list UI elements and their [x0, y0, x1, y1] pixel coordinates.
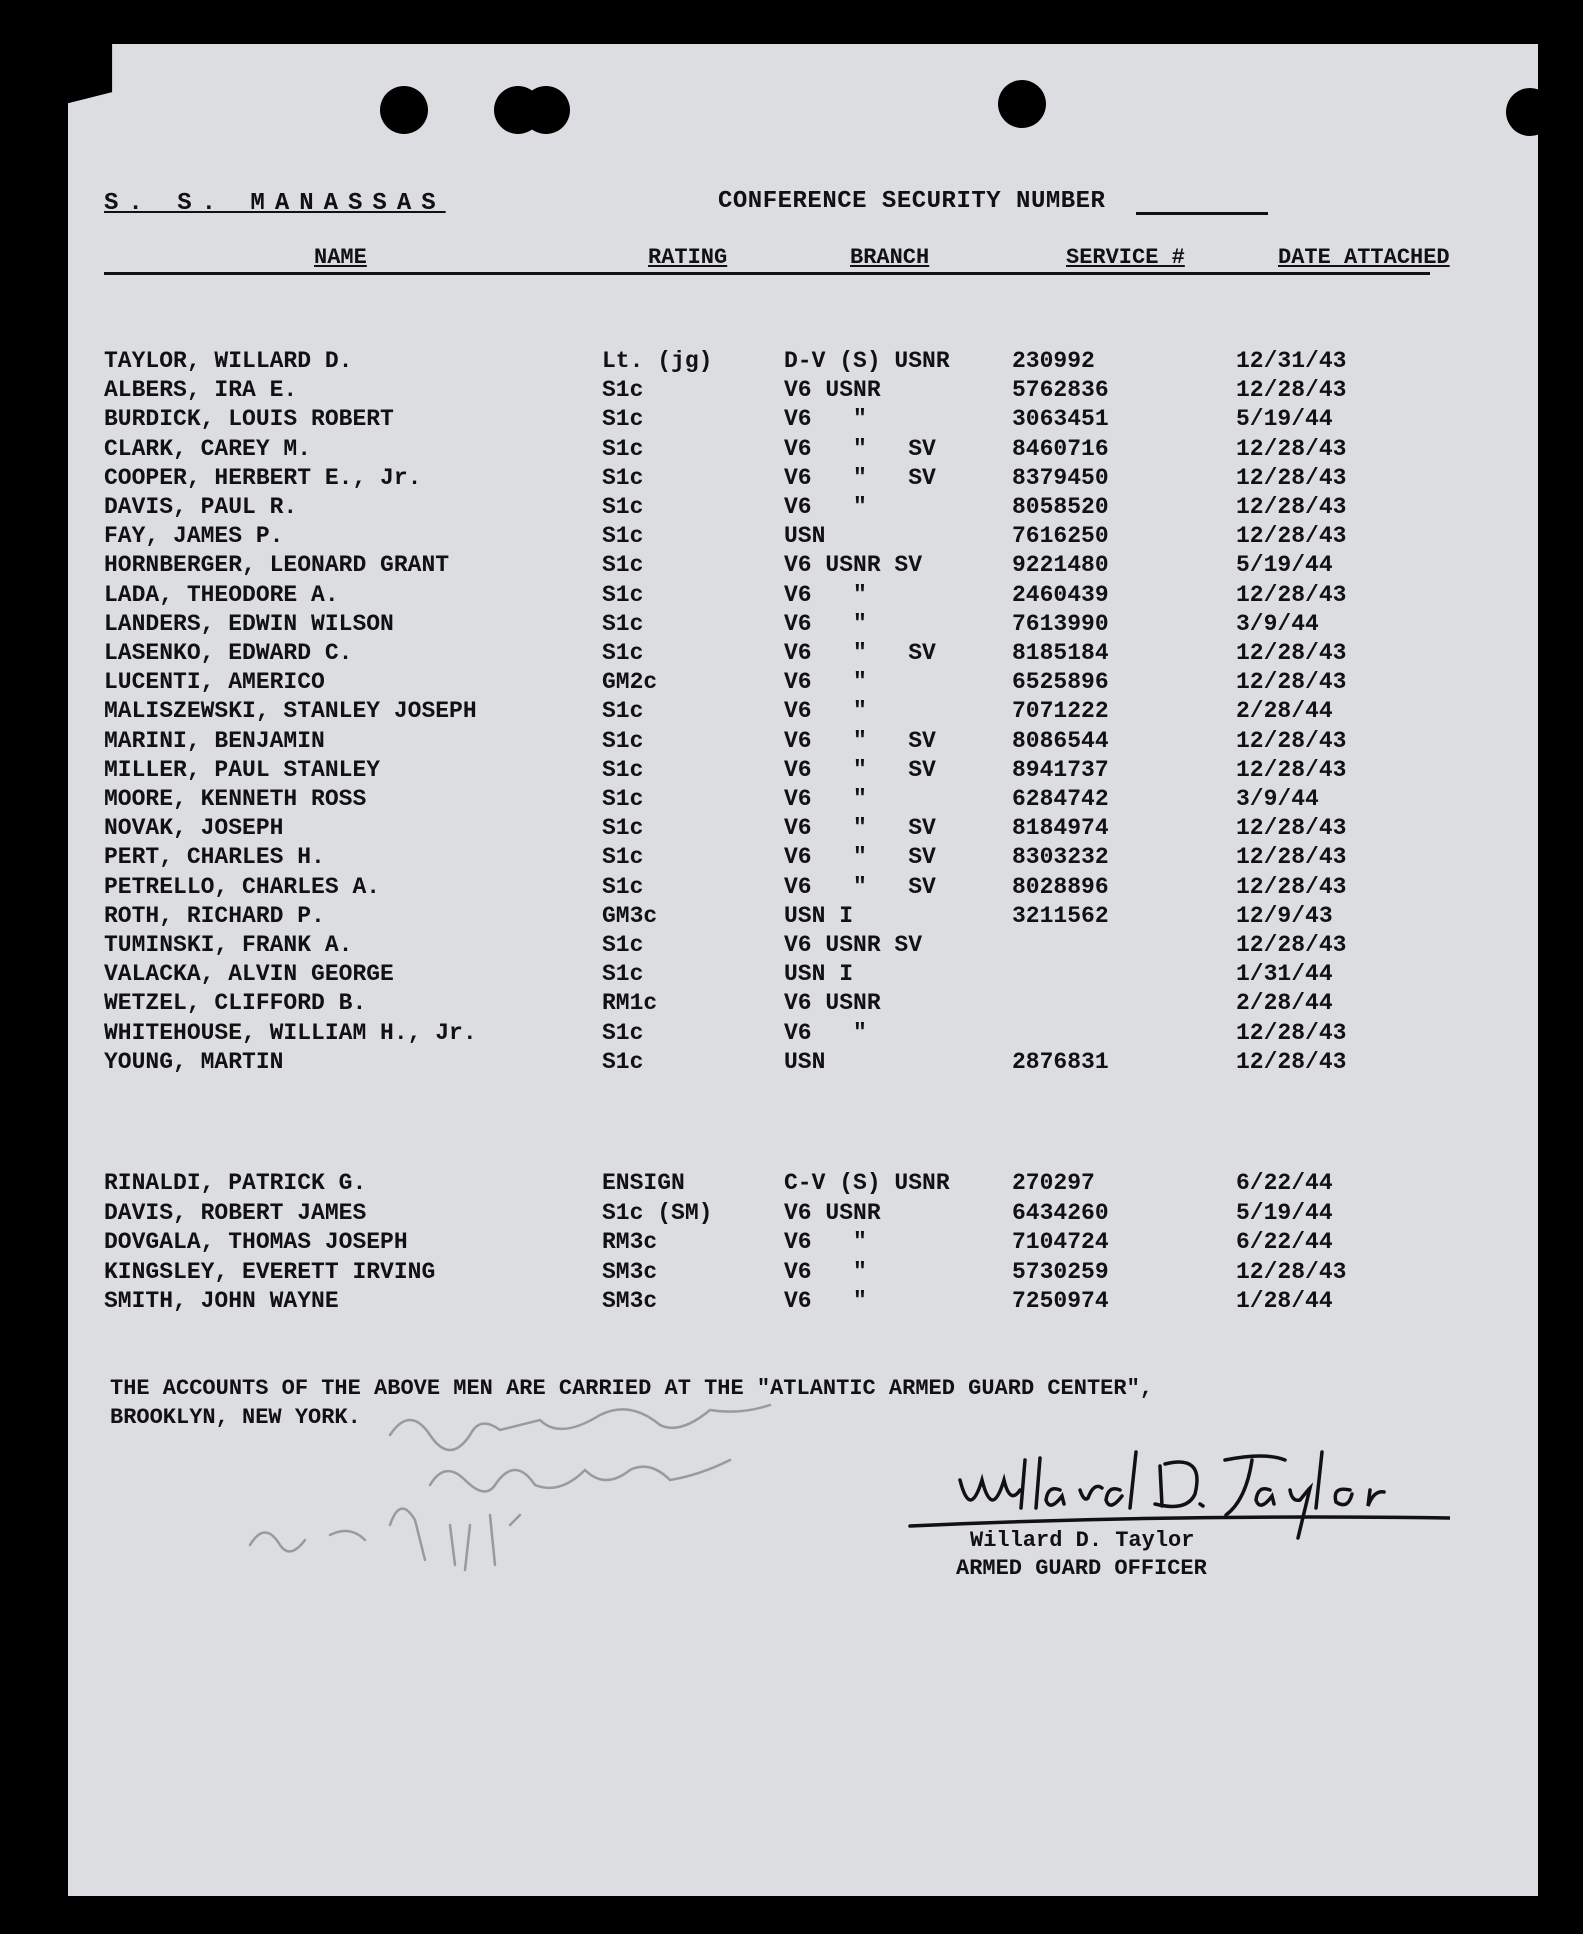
signatory-name: Willard D. Taylor [970, 1528, 1195, 1553]
cell-rating: S1c [602, 640, 644, 666]
cell-date: 2/28/44 [1236, 990, 1333, 1017]
cell-name: KINGSLEY, EVERETT IRVING [104, 1258, 436, 1285]
cell-branch: V6 USNR SV [784, 932, 923, 958]
cell-rating: S1c [602, 406, 644, 433]
cell-rating: SM3c [602, 1288, 658, 1315]
cell-name: WHITEHOUSE, WILLIAM H., Jr. [104, 1019, 477, 1046]
cell-name: DOVGALA, THOMAS JOSEPH [104, 1229, 408, 1256]
cell-branch: V6 " SV [784, 435, 936, 462]
cell-name: CLARK, CAREY M. [104, 435, 312, 462]
cell-branch: V6 " SV [784, 873, 936, 900]
cell-date: 12/28/43 [1236, 669, 1347, 696]
cell-date: 12/28/43 [1236, 581, 1347, 608]
cell-rating: S1c [602, 727, 644, 754]
cell-date: 12/28/43 [1236, 844, 1347, 871]
cell-date: 12/28/43 [1236, 523, 1347, 550]
cell-rating: GM2c [602, 669, 658, 696]
pencil-annotation [190, 1375, 910, 1595]
cell-service: 8379450 [1012, 464, 1109, 491]
cell-rating: S1c [602, 1019, 644, 1046]
cell-date: 1/28/44 [1236, 1288, 1333, 1315]
punch-hole [380, 86, 428, 134]
cell-service: 8460716 [1012, 435, 1109, 462]
cell-name: TUMINSKI, FRANK A. [104, 932, 353, 958]
cell-service: 2460439 [1012, 581, 1109, 608]
cell-date: 12/31/43 [1236, 348, 1347, 374]
cell-date: 12/28/43 [1236, 1048, 1347, 1075]
cell-date: 3/9/44 [1236, 786, 1319, 812]
cell-date: 12/9/43 [1236, 902, 1333, 929]
cell-branch: V6 USNR [784, 1199, 881, 1226]
cell-date: 12/28/43 [1236, 815, 1347, 842]
accounts-note-line1: THE ACCOUNTS OF THE ABOVE MEN ARE CARRIED AT THE "ATLANTIC ARMED GUARD CENTER", [110, 1376, 1153, 1401]
cell-service: 6284742 [1012, 786, 1109, 812]
cell-service: 5762836 [1012, 377, 1109, 404]
cell-branch: V6 " [784, 494, 867, 520]
cell-rating: S1c [602, 786, 644, 812]
cell-service: 8303232 [1012, 844, 1109, 871]
cell-name: HORNBERGER, LEONARD GRANT [104, 552, 450, 579]
cell-rating: RM3c [602, 1229, 658, 1256]
cell-name: COOPER, HERBERT E., Jr. [104, 464, 422, 491]
signatory-title: ARMED GUARD OFFICER [956, 1556, 1207, 1581]
csn-blank-line [1136, 212, 1268, 215]
cell-branch: V6 " [784, 406, 867, 433]
cell-date: 12/28/43 [1236, 435, 1347, 462]
punch-hole [522, 86, 570, 134]
header-rule [104, 272, 1430, 275]
cell-rating: S1c [602, 1048, 644, 1075]
cell-name: NOVAK, JOSEPH [104, 815, 284, 842]
cell-name: MALISZEWSKI, STANLEY JOSEPH [104, 698, 477, 725]
cell-branch: V6 " SV [784, 727, 936, 754]
cell-service: 8185184 [1012, 640, 1109, 666]
cell-branch: USN [784, 1048, 826, 1075]
cell-date: 5/19/44 [1236, 406, 1333, 433]
cell-date: 5/19/44 [1236, 1199, 1333, 1226]
cell-date: 12/28/43 [1236, 727, 1347, 754]
cell-name: YOUNG, MARTIN [104, 1048, 284, 1075]
cell-branch: V6 " SV [784, 464, 936, 491]
cell-date: 12/28/43 [1236, 1019, 1347, 1046]
cell-rating: S1c [602, 377, 644, 404]
cell-branch: V6 " SV [784, 815, 936, 842]
cell-service: 7616250 [1012, 523, 1109, 550]
cell-rating: S1c [602, 961, 644, 988]
cell-name: LADA, THEODORE A. [104, 581, 339, 608]
cell-rating: S1c [602, 435, 644, 462]
cell-branch: USN I [784, 902, 854, 929]
cell-branch: V6 " SV [784, 756, 936, 783]
column-header-date: DATE ATTACHED [1278, 245, 1450, 270]
cell-branch: D-V (S) USNR [784, 348, 950, 374]
cell-date: 12/28/43 [1236, 640, 1347, 666]
cell-name: WETZEL, CLIFFORD B. [104, 990, 367, 1017]
punch-hole [998, 80, 1046, 128]
cell-name: FAY, JAMES P. [104, 523, 284, 550]
cell-branch: V6 " [784, 698, 867, 725]
cell-date: 2/28/44 [1236, 698, 1333, 725]
cell-name: MARINI, BENJAMIN [104, 727, 325, 754]
cell-service: 2876831 [1012, 1048, 1109, 1075]
cell-date: 12/28/43 [1236, 756, 1347, 783]
cell-rating: Lt. (jg) [602, 348, 713, 374]
cell-service: 7104724 [1012, 1229, 1109, 1256]
cell-rating: S1c [602, 873, 644, 900]
cell-rating: RM1c [602, 990, 658, 1017]
cell-rating: S1c [602, 610, 644, 637]
column-header-branch: BRANCH [850, 245, 930, 270]
cell-service: 270297 [1012, 1170, 1095, 1196]
cell-name: LANDERS, EDWIN WILSON [104, 610, 394, 637]
cell-service: 7071222 [1012, 698, 1109, 725]
cell-rating: ENSIGN [602, 1170, 685, 1196]
cell-name: DAVIS, ROBERT JAMES [104, 1199, 367, 1226]
cell-branch: V6 USNR [784, 990, 881, 1017]
cell-name: MILLER, PAUL STANLEY [104, 756, 381, 783]
cell-service: 8028896 [1012, 873, 1109, 900]
cell-name: SMITH, JOHN WAYNE [104, 1288, 339, 1315]
cell-name: ROTH, RICHARD P. [104, 902, 325, 929]
column-header-service: SERVICE # [1066, 245, 1185, 270]
conference-security-number-label: CONFERENCE SECURITY NUMBER [718, 188, 1106, 215]
cell-name: PERT, CHARLES H. [104, 844, 325, 871]
cell-rating: S1c [602, 932, 644, 958]
cell-date: 6/22/44 [1236, 1229, 1333, 1256]
cell-service: 8058520 [1012, 494, 1109, 520]
cell-branch: V6 " [784, 1229, 867, 1256]
cell-service: 5730259 [1012, 1258, 1109, 1285]
cell-branch: V6 " [784, 1258, 867, 1285]
cell-branch: USN I [784, 961, 854, 988]
cell-date: 12/28/43 [1236, 873, 1347, 900]
cell-rating: SM3c [602, 1258, 658, 1285]
cell-service: 8184974 [1012, 815, 1109, 842]
ship-name: S. S. MANASSAS [104, 190, 446, 217]
cell-name: LASENKO, EDWARD C. [104, 640, 353, 666]
cell-rating: S1c [602, 494, 644, 520]
cell-date: 12/28/43 [1236, 932, 1347, 958]
cell-branch: V6 " [784, 1019, 867, 1046]
accounts-note-line2: BROOKLYN, NEW YORK. [110, 1405, 361, 1430]
cell-rating: S1c (SM) [602, 1199, 713, 1226]
cell-name: LUCENTI, AMERICO [104, 669, 325, 696]
cell-name: MOORE, KENNETH ROSS [104, 786, 367, 812]
cell-date: 12/28/43 [1236, 1258, 1347, 1285]
signature-scrawl [890, 1440, 1450, 1540]
column-header-rating: RATING [648, 245, 728, 270]
cell-name: BURDICK, LOUIS ROBERT [104, 406, 394, 433]
cell-date: 5/19/44 [1236, 552, 1333, 579]
cell-name: RINALDI, PATRICK G. [104, 1170, 367, 1196]
cell-service: 8941737 [1012, 756, 1109, 783]
cell-rating: S1c [602, 552, 644, 579]
cell-service: 3063451 [1012, 406, 1109, 433]
column-header-name: NAME [314, 245, 367, 270]
cell-date: 12/28/43 [1236, 494, 1347, 520]
cell-rating: S1c [602, 815, 644, 842]
cell-rating: S1c [602, 581, 644, 608]
cell-date: 3/9/44 [1236, 610, 1319, 637]
punch-hole [1506, 88, 1554, 136]
cell-branch: V6 USNR SV [784, 552, 923, 579]
cell-branch: V6 " [784, 581, 867, 608]
cell-branch: V6 " SV [784, 844, 936, 871]
cell-rating: S1c [602, 844, 644, 871]
cell-branch: C-V (S) USNR [784, 1170, 950, 1196]
cell-rating: S1c [602, 523, 644, 550]
cell-date: 6/22/44 [1236, 1170, 1333, 1196]
cell-date: 1/31/44 [1236, 961, 1333, 988]
cell-service: 7613990 [1012, 610, 1109, 637]
cell-name: DAVIS, PAUL R. [104, 494, 298, 520]
cell-service: 9221480 [1012, 552, 1109, 579]
cell-branch: USN [784, 523, 826, 550]
cell-service: 230992 [1012, 348, 1095, 374]
cell-service: 3211562 [1012, 902, 1109, 929]
cell-branch: V6 USNR [784, 377, 881, 404]
cell-rating: S1c [602, 756, 644, 783]
cell-branch: V6 " [784, 786, 867, 812]
cell-service: 7250974 [1012, 1288, 1109, 1315]
cell-name: ALBERS, IRA E. [104, 377, 298, 404]
cell-name: TAYLOR, WILLARD D. [104, 348, 353, 374]
cell-rating: GM3c [602, 902, 658, 929]
cell-service: 6525896 [1012, 669, 1109, 696]
cell-rating: S1c [602, 464, 644, 491]
cell-branch: V6 " [784, 1288, 867, 1315]
cell-rating: S1c [602, 698, 644, 725]
cell-date: 12/28/43 [1236, 377, 1347, 404]
cell-name: PETRELLO, CHARLES A. [104, 873, 381, 900]
cell-service: 6434260 [1012, 1199, 1109, 1226]
cell-branch: V6 " [784, 669, 867, 696]
cell-branch: V6 " [784, 610, 867, 637]
cell-branch: V6 " SV [784, 640, 936, 666]
cell-service: 8086544 [1012, 727, 1109, 754]
cell-date: 12/28/43 [1236, 464, 1347, 491]
cell-name: VALACKA, ALVIN GEORGE [104, 961, 394, 988]
